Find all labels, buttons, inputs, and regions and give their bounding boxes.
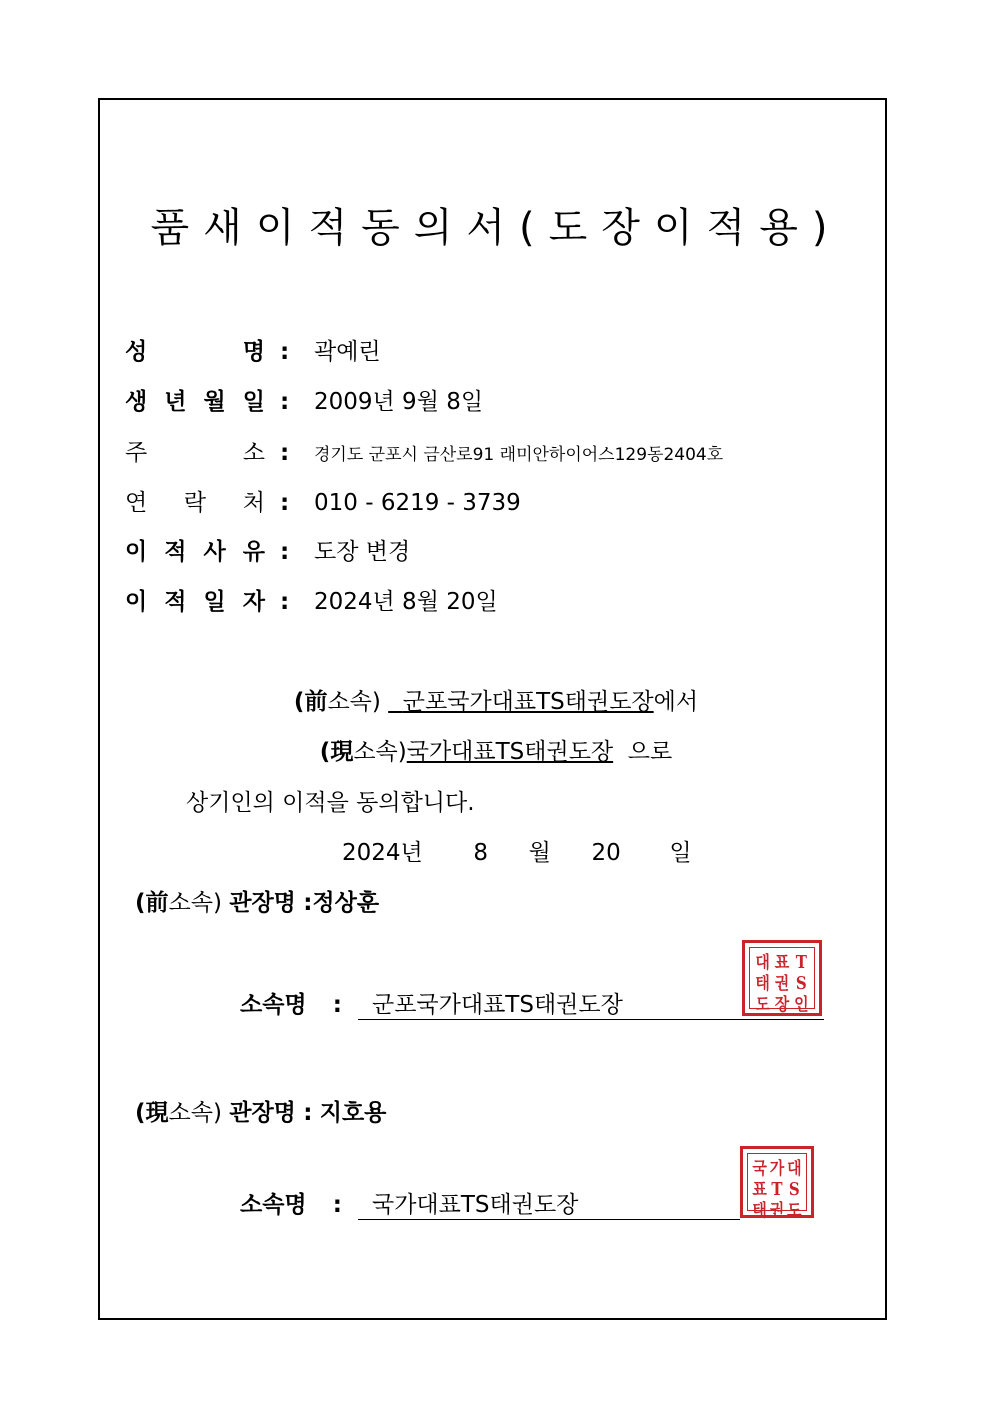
consent-day-unit: 일 <box>669 840 692 866</box>
curr-gym-name: 국가대표TS태권도장 <box>406 739 614 765</box>
field-contact <box>125 484 521 517</box>
prev-gym-label-line <box>240 986 342 1019</box>
document-title: 품새이적동의서(도장이적용) <box>150 205 842 251</box>
field-transfer-date <box>125 583 498 616</box>
curr-gym-seal <box>740 1146 814 1221</box>
field-contact-colon: : <box>280 490 290 516</box>
prev-gym-label: 소속명 <box>240 992 307 1018</box>
curr-director-sep: : <box>303 1100 313 1126</box>
consent-month-unit: 월 <box>528 840 551 866</box>
field-name <box>125 333 381 366</box>
prev-gym-underline <box>358 1019 824 1020</box>
field-transfer-reason-value: 도장 변경 <box>314 539 411 565</box>
curr-director-line: (現소속) 관장명 : 지호용 <box>135 1099 387 1126</box>
consent-date <box>342 834 692 867</box>
curr-director-label: 관장명 <box>229 1100 296 1126</box>
field-address-colon: : <box>280 440 290 466</box>
prev-suffix: 소속) <box>327 689 381 715</box>
prev-director-line: (前소속) 관장명 :정상훈 <box>135 889 380 916</box>
field-transfer-reason <box>125 533 410 566</box>
prev-gym-sep: : <box>332 992 342 1018</box>
consent-year: 2024년 <box>342 840 423 866</box>
field-name-label: 성 명 <box>125 339 265 365</box>
field-transfer-reason-colon: : <box>280 539 290 565</box>
field-name-colon: : <box>280 339 290 365</box>
curr-hanja: 現 <box>330 738 354 765</box>
curr-gym-value: 국가대표TS태권도장 <box>372 1192 579 1218</box>
curr-director-name: 지호용 <box>319 1100 387 1126</box>
field-contact-label: 연 락 처 <box>125 490 265 516</box>
transfer-from-line: (前소속) 군포국가대표TS태권도장에서 <box>293 688 699 715</box>
prev-gym-name: 군포국가대표TS태권도장 <box>402 689 654 715</box>
curr-tail: 으로 <box>627 739 673 765</box>
prev-gym-value: 군포국가대표TS태권도장 <box>372 992 623 1018</box>
curr-gym-underline <box>358 1219 740 1220</box>
prev-tail: 에서 <box>653 689 699 715</box>
field-birthdate <box>125 383 483 416</box>
prev-director-name: 정상훈 <box>312 890 380 916</box>
field-birthdate-colon: : <box>280 389 290 415</box>
curr-suffix: 소속) <box>353 739 407 765</box>
field-birthdate-value: 2009년 9월 8일 <box>314 389 484 415</box>
field-contact-value: 010 - 6219 - 3739 <box>314 490 521 516</box>
consent-text: 상기인의 이적을 동의합니다. <box>186 790 475 816</box>
field-transfer-date-label: 이 적 일 자 <box>125 589 265 615</box>
curr-seal-chars: 국 가 대 표 T S 태 권 도 <box>752 1157 802 1221</box>
field-transfer-date-colon: : <box>280 589 290 615</box>
prev-hanja: 前 <box>304 688 328 715</box>
field-birthdate-label: 생 년 월 일 <box>125 389 265 415</box>
field-transfer-date-value: 2024년 8월 20일 <box>314 589 498 615</box>
prev-director-label: 관장명 <box>229 890 296 916</box>
prev-gym-seal <box>742 940 822 1016</box>
curr-gym-sep: : <box>332 1192 342 1218</box>
field-address <box>125 434 723 467</box>
field-transfer-reason-label: 이 적 사 유 <box>125 539 265 565</box>
consent-month: 8 <box>473 840 489 866</box>
transfer-to-line: (現소속)국가대표TS태권도장 으로 <box>319 738 673 765</box>
field-address-value: 경기도 군포시 금산로91 래미안하이어스129동2404호 <box>314 445 724 465</box>
curr-gym-label-line <box>240 1186 342 1219</box>
curr-gym-label: 소속명 <box>240 1192 307 1218</box>
field-name-value: 곽예린 <box>314 339 381 365</box>
prev-director-sep: : <box>303 890 313 916</box>
prev-seal-chars: 대 표 T 태 권 S 도 장 인 <box>755 951 809 1015</box>
consent-day: 20 <box>591 840 621 866</box>
field-address-label: 주 소 <box>125 440 265 466</box>
